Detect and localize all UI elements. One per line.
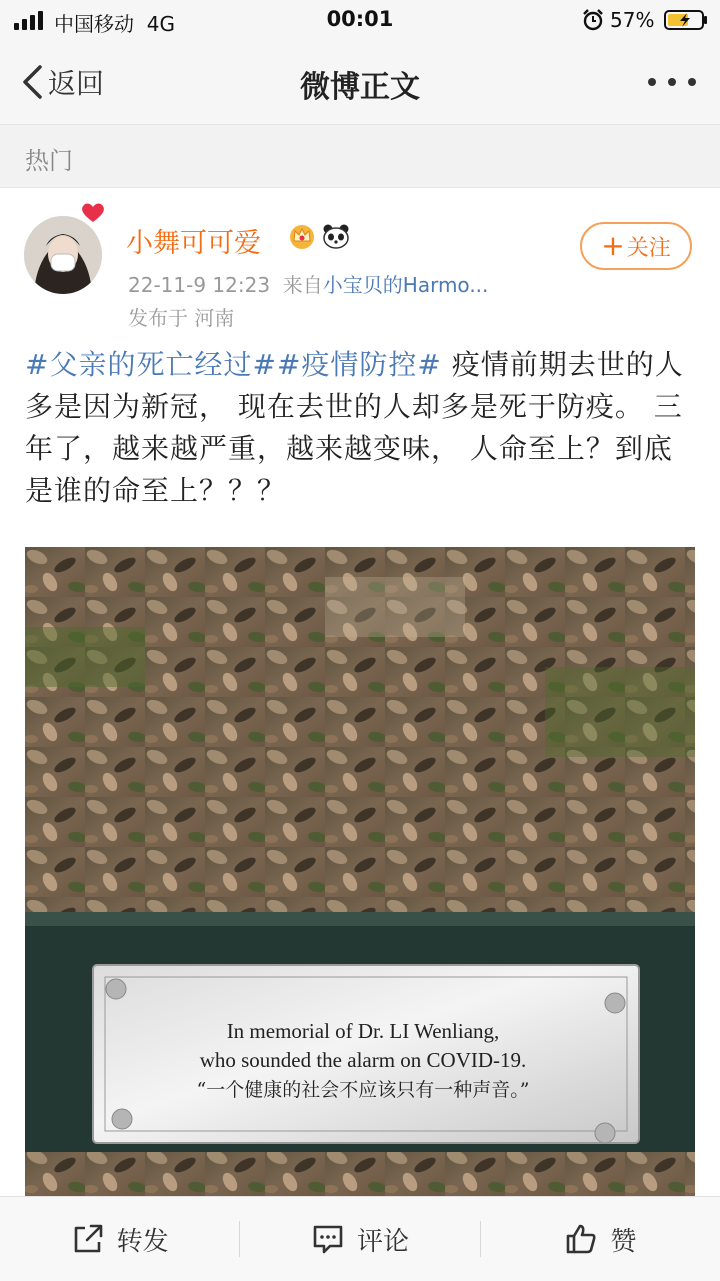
section-label: 热门 bbox=[25, 147, 73, 175]
post-body bbox=[25, 344, 697, 512]
repost-button[interactable] bbox=[0, 1197, 239, 1281]
user-badges bbox=[288, 222, 350, 250]
thumbs-up-icon bbox=[564, 1222, 598, 1256]
comment-icon bbox=[311, 1222, 345, 1256]
battery-charging-icon bbox=[664, 10, 708, 30]
repost-icon bbox=[71, 1222, 105, 1256]
clock: 00:01 bbox=[326, 7, 394, 31]
section-header bbox=[0, 125, 720, 188]
follow-button[interactable] bbox=[580, 222, 692, 270]
like-label: 赞 bbox=[610, 1226, 637, 1257]
back-label: 返回 bbox=[48, 67, 105, 100]
panda-badge-icon bbox=[322, 222, 350, 250]
navigation-bar bbox=[0, 40, 720, 125]
alarm-icon bbox=[582, 9, 604, 31]
post-timestamp: 22-11-9 12:23 bbox=[128, 273, 271, 297]
plaque-line-3: “一个健康的社会不应该只有一种声音。” bbox=[196, 1079, 530, 1101]
like-button[interactable] bbox=[481, 1197, 720, 1281]
source-prefix: 来自 bbox=[282, 273, 323, 297]
post-meta bbox=[128, 269, 548, 298]
username-link[interactable]: 小舞可可爱 bbox=[126, 228, 261, 259]
action-bar bbox=[0, 1196, 720, 1281]
comment-button[interactable] bbox=[240, 1197, 479, 1281]
back-button[interactable] bbox=[20, 62, 104, 102]
avatar[interactable] bbox=[24, 216, 102, 294]
comment-label: 评论 bbox=[356, 1226, 409, 1257]
plaque-line-1: In memorial of Dr. LI Wenliang, bbox=[226, 1019, 500, 1043]
status-bar bbox=[0, 0, 720, 40]
plus-icon: + bbox=[601, 229, 625, 262]
post-body-text: 疫情前期去世的人多是因为新冠， 现在去世的人却多是死于防疫。 三年了，越来越严重，越来越变味， 人命至上？到底是谁的命至上？？？ bbox=[25, 348, 684, 507]
chevron-left-icon bbox=[20, 64, 44, 100]
carrier-label: 中国移动 4G bbox=[54, 12, 175, 36]
battery-percent: 57% bbox=[610, 8, 655, 32]
hashtag-link[interactable]: #疫情防控# bbox=[276, 348, 442, 381]
heart-icon bbox=[78, 202, 108, 224]
post-photo[interactable] bbox=[25, 547, 695, 1197]
page-title: 微博正文 bbox=[300, 70, 420, 105]
follow-label: 关注 bbox=[626, 235, 671, 261]
source-app-link[interactable]: 小宝贝的Harmo... bbox=[322, 273, 489, 297]
avatar-image bbox=[24, 216, 102, 294]
more-options-icon[interactable] bbox=[646, 70, 698, 94]
crown-badge-icon bbox=[288, 222, 316, 250]
post-location: 发布于 河南 bbox=[128, 306, 235, 330]
repost-label: 转发 bbox=[116, 1226, 169, 1257]
plaque-line-2: who sounded the alarm on COVID-19. bbox=[199, 1048, 527, 1072]
hashtag-link[interactable]: #父亲的死亡经过# bbox=[25, 348, 277, 381]
